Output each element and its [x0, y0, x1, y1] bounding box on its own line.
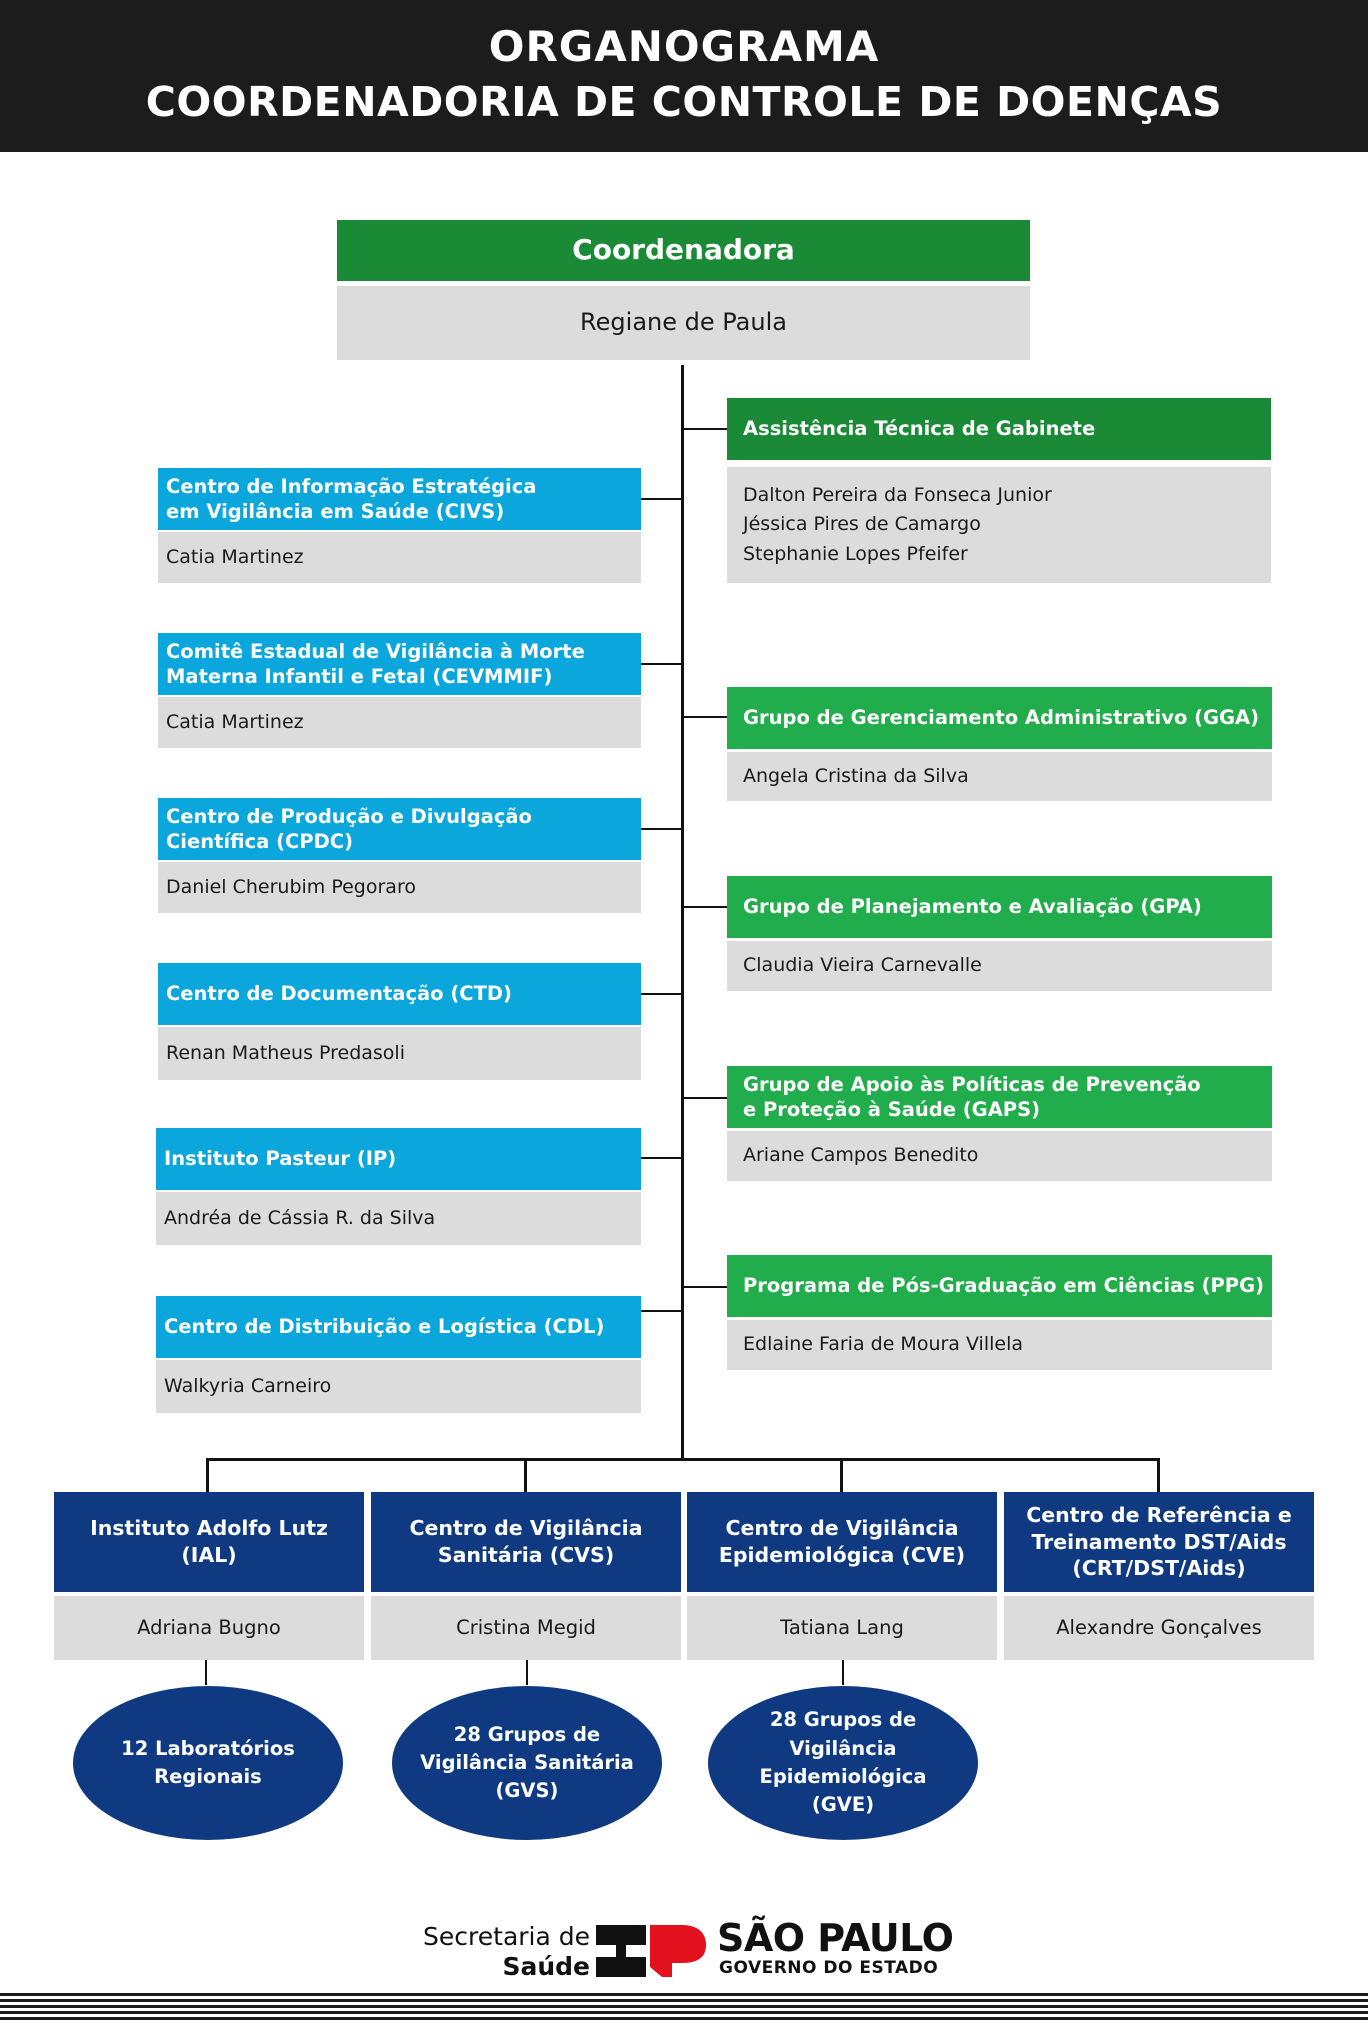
- unit-head-name: Catia Martinez: [158, 697, 641, 748]
- unit-head-name: Andréa de Cássia R. da Silva: [156, 1192, 641, 1245]
- unit-gaps: [727, 1066, 1272, 1181]
- unit-cdl: [156, 1296, 641, 1413]
- unit-head-name: Adriana Bugno: [54, 1596, 364, 1660]
- unit-title: Comitê Estadual de Vigilância à Morte Materna Infantil e Fetal (CEVMMIF): [158, 633, 641, 695]
- unit-head-name: Ariane Campos Benedito: [727, 1131, 1272, 1181]
- unit-cpdc: [158, 798, 641, 913]
- subunit-laboratorios: 12 Laboratórios Regionais: [73, 1686, 343, 1840]
- coordinator-box: [337, 220, 1030, 360]
- unit-head-name: Tatiana Lang: [687, 1596, 997, 1660]
- left-connector-3: [641, 828, 682, 830]
- unit-cvs: [371, 1492, 681, 1660]
- unit-ctd: [158, 963, 641, 1080]
- page-header: [0, 0, 1368, 152]
- unit-title: Assistência Técnica de Gabinete: [727, 398, 1271, 460]
- unit-head-name: Catia Martinez: [158, 532, 641, 583]
- unit-gga: [727, 687, 1272, 801]
- oval-connector-2: [526, 1657, 528, 1685]
- bottom-drop-4: [1157, 1458, 1160, 1492]
- unit-title: Centro de Documentação (CTD): [158, 963, 641, 1025]
- unit-title: Grupo de Apoio às Políticas de Prevenção e Proteção à Saúde (GAPS): [727, 1066, 1272, 1128]
- subunit-gve: 28 Grupos de Vigilância Epidemiológica (GVE): [708, 1686, 978, 1840]
- unit-head-name: Alexandre Gonçalves: [1004, 1596, 1314, 1660]
- unit-title: Grupo de Gerenciamento Administrativo (GGA): [727, 687, 1272, 749]
- main-vertical-connector: [681, 365, 684, 1461]
- saude-label: Saúde: [502, 1952, 590, 1981]
- bottom-horizontal-connector: [206, 1458, 1160, 1461]
- bottom-drop-1: [206, 1458, 209, 1492]
- unit-gpa: [727, 876, 1272, 991]
- footer-stripes: [0, 1993, 1368, 2020]
- unit-cevmmif: [158, 633, 641, 748]
- unit-title: Grupo de Planejamento e Avaliação (GPA): [727, 876, 1272, 938]
- unit-title: Instituto Pasteur (IP): [156, 1128, 641, 1190]
- oval-connector-3: [842, 1657, 844, 1685]
- left-connector-2: [641, 663, 682, 665]
- unit-head-name: Claudia Vieira Carnevalle: [727, 941, 1272, 991]
- unit-head-name: Cristina Megid: [371, 1596, 681, 1660]
- unit-ial: [54, 1492, 364, 1660]
- unit-title: Centro de Vigilância Epidemiológica (CVE): [687, 1492, 997, 1592]
- unit-ppg: [727, 1255, 1272, 1370]
- unit-head-name: Renan Matheus Predasoli: [158, 1027, 641, 1080]
- unit-title: Centro de Distribuição e Logística (CDL): [156, 1296, 641, 1358]
- right-connector-1: [683, 428, 727, 430]
- unit-title: Instituto Adolfo Lutz (IAL): [54, 1492, 364, 1592]
- coordinator-name: Regiane de Paula: [337, 286, 1030, 360]
- secretaria-label: Secretaria de: [423, 1922, 590, 1951]
- unit-head-name: Walkyria Carneiro: [156, 1360, 641, 1413]
- right-connector-2: [683, 716, 727, 718]
- oval-connector-1: [205, 1657, 207, 1685]
- unit-crt: [1004, 1492, 1314, 1660]
- coordinator-title: Coordenadora: [337, 220, 1030, 281]
- page-title: ORGANOGRAMA: [488, 22, 880, 71]
- bottom-drop-3: [840, 1458, 843, 1492]
- unit-civs: [158, 468, 641, 583]
- sp-logo-icon: [590, 1923, 708, 1979]
- left-connector-5: [641, 1157, 682, 1159]
- unit-title: Centro de Informação Estratégica em Vigilância em Saúde (CIVS): [158, 468, 641, 530]
- unit-title: Centro de Produção e Divulgação Científica (CPDC): [158, 798, 641, 860]
- unit-head-name: Angela Cristina da Silva: [727, 752, 1272, 801]
- left-connector-1: [641, 498, 682, 500]
- governo-label: GOVERNO DO ESTADO: [719, 1958, 939, 1978]
- right-connector-3: [683, 906, 727, 908]
- unit-cve: [687, 1492, 997, 1660]
- footer-logo-block: [405, 1916, 965, 1982]
- left-connector-4: [641, 993, 682, 995]
- bottom-drop-2: [524, 1458, 527, 1492]
- unit-title: Centro de Referência e Treinamento DST/Aids (CRT/DST/Aids): [1004, 1492, 1314, 1592]
- right-connector-5: [683, 1286, 727, 1288]
- unit-gabinete: [727, 398, 1271, 583]
- unit-title: Centro de Vigilância Sanitária (CVS): [371, 1492, 681, 1592]
- unit-head-name: Dalton Pereira da Fonseca Junior Jéssica Pires de Camargo Stephanie Lopes Pfeifer: [727, 467, 1271, 583]
- left-connector-6: [641, 1310, 682, 1312]
- unit-ip: [156, 1128, 641, 1245]
- unit-title: Programa de Pós-Graduação em Ciências (PPG): [727, 1255, 1272, 1317]
- unit-head-name: Edlaine Faria de Moura Villela: [727, 1320, 1272, 1370]
- page-subtitle: COORDENADORIA DE CONTROLE DE DOENÇAS: [145, 78, 1223, 126]
- sao-paulo-label: SÃO PAULO: [717, 1916, 954, 1960]
- right-connector-4: [683, 1097, 727, 1099]
- subunit-gvs: 28 Grupos de Vigilância Sanitária (GVS): [392, 1686, 662, 1840]
- unit-head-name: Daniel Cherubim Pegoraro: [158, 862, 641, 913]
